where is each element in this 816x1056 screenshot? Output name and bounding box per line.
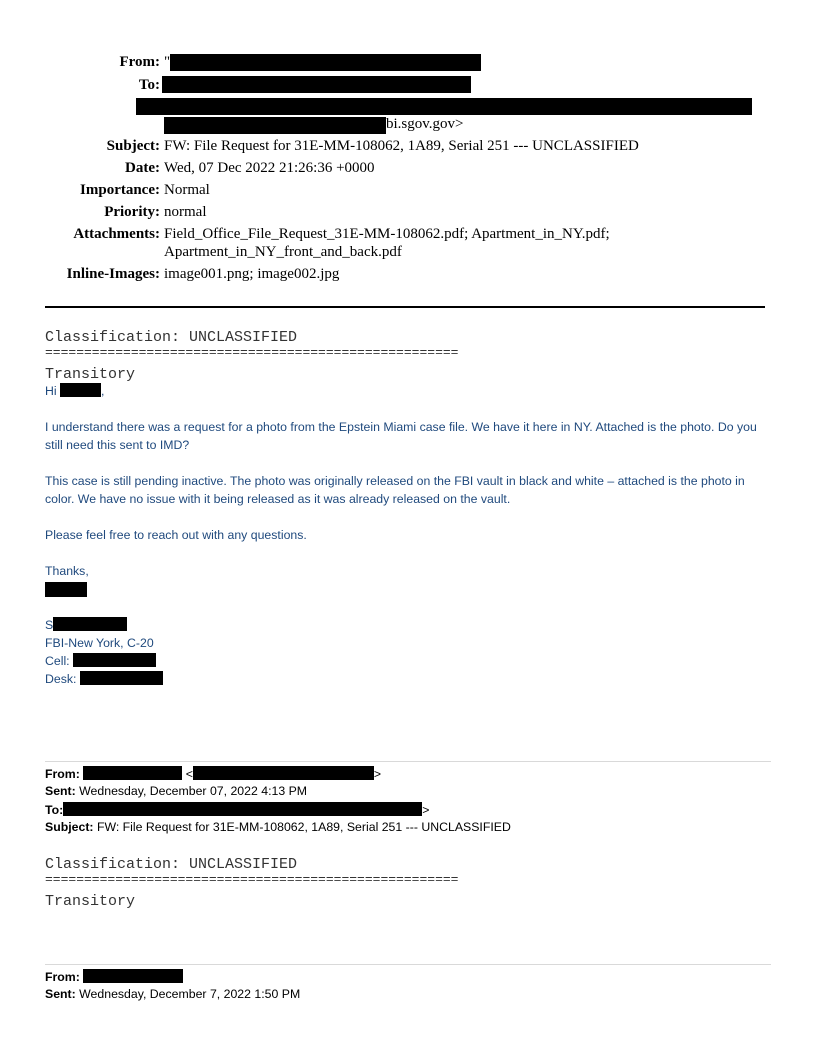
redaction-to-line3	[164, 117, 386, 134]
paragraph-2: This case is still pending inactive. The photo was originally released on the FBI vault in black and white – attached is the photo in color. We have no issue with it being released as it was already released on the vault.	[45, 474, 745, 506]
redaction-desk-number	[80, 671, 163, 685]
forward-divider-1	[45, 761, 771, 762]
from-value: "	[164, 54, 171, 70]
to-label: To:	[138, 77, 160, 93]
inline-images-value: image001.png; image002.jpg	[164, 266, 340, 282]
forward1-from-gt: >	[373, 767, 382, 781]
forward1-sent	[45, 784, 307, 798]
from-label: From:	[119, 54, 160, 70]
redaction-to-line2	[136, 98, 752, 115]
separator-line: =====================================================	[45, 345, 459, 360]
forward2-sent-label: Sent:	[45, 987, 76, 1001]
priority-label: Priority:	[104, 204, 160, 220]
forward2-sent-value: Wednesday, December 7, 2022 1:50 PM	[79, 987, 301, 1001]
importance-label: Importance:	[80, 182, 160, 198]
redaction-cell-number	[73, 653, 156, 667]
forward1-from-label: From:	[45, 767, 80, 781]
forward1-sent-label: Sent:	[45, 784, 76, 798]
signature-name	[45, 616, 765, 634]
signature-office: FBI-New York, C-20	[45, 636, 154, 650]
forward2-from-label: From:	[45, 970, 80, 984]
date-label: Date:	[125, 160, 160, 176]
forward1-to-gt: >	[422, 803, 430, 817]
forward-divider-2	[45, 964, 771, 965]
attachments-label: Attachments:	[73, 226, 160, 242]
redaction-forward2-from	[83, 969, 183, 983]
forward1-to-label: To:	[45, 803, 64, 817]
redaction-forward1-from-name	[83, 766, 182, 780]
thanks-line: Thanks,	[45, 564, 89, 578]
signature-cell	[45, 652, 765, 670]
inline-images-label: Inline-Images:	[66, 266, 160, 282]
date-value: Wed, 07 Dec 2022 21:26:36 +0000	[164, 160, 375, 176]
forward1-subject-label: Subject:	[45, 820, 94, 834]
redaction-signature-name	[53, 617, 127, 631]
forward1-sent-value: Wednesday, December 07, 2022 4:13 PM	[79, 784, 308, 798]
redaction-forward1-to	[63, 802, 422, 816]
header-divider	[45, 306, 765, 308]
forward1-transitory: Transitory	[45, 893, 136, 910]
redaction-sender-name	[45, 582, 87, 597]
signature-initial: S	[45, 618, 54, 632]
forward2-sent	[45, 987, 300, 1001]
redaction-from	[170, 54, 481, 71]
signature-desk	[45, 670, 765, 688]
attachment-list-line2: Apartment_in_NY_front_and_back.pdf	[164, 244, 402, 260]
cell-label: Cell:	[45, 654, 70, 668]
forward2-from	[45, 969, 183, 984]
priority-value: normal	[164, 204, 207, 220]
transitory-label: Transitory	[45, 366, 136, 383]
forward1-classification: Classification: UNCLASSIFIED	[45, 856, 298, 873]
subject-label: Subject:	[106, 138, 160, 154]
forward1-to	[45, 802, 429, 817]
forward1-separator: =====================================================	[45, 872, 459, 887]
greeting-prefix: Hi	[45, 384, 61, 398]
redaction-to	[162, 76, 471, 93]
paragraph-3: Please feel free to reach out with any questions.	[45, 528, 307, 542]
redaction-forward1-from-email	[193, 766, 374, 780]
attachment-list-line1: Field_Office_File_Request_31E-MM-108062.pdf; Apartment_in_NY.pdf;	[164, 226, 610, 242]
forward1-subject-value: FW: File Request for 31E-MM-108062, 1A89, Serial 251 --- UNCLASSIFIED	[96, 820, 511, 834]
to-value-tail: bi.sgov.gov>	[386, 116, 464, 132]
greeting-suffix: ,	[101, 384, 105, 398]
classification-banner: Classification: UNCLASSIFIED	[45, 329, 298, 346]
subject-value: FW: File Request for 31E-MM-108062, 1A89, Serial 251 --- UNCLASSIFIED	[164, 138, 639, 154]
importance-value: Normal	[164, 182, 210, 198]
desk-label: Desk:	[45, 672, 77, 686]
forward1-from-lt: <	[185, 767, 193, 781]
forward1-subject	[45, 820, 511, 834]
forward1-from	[45, 766, 381, 781]
greeting	[45, 382, 765, 400]
paragraph-1: I understand there was a request for a photo from the Epstein Miami case file. We have it here in NY. Attached is the photo. Do you still need this sent to IMD?	[45, 420, 757, 452]
redaction-recipient-name	[60, 383, 101, 397]
